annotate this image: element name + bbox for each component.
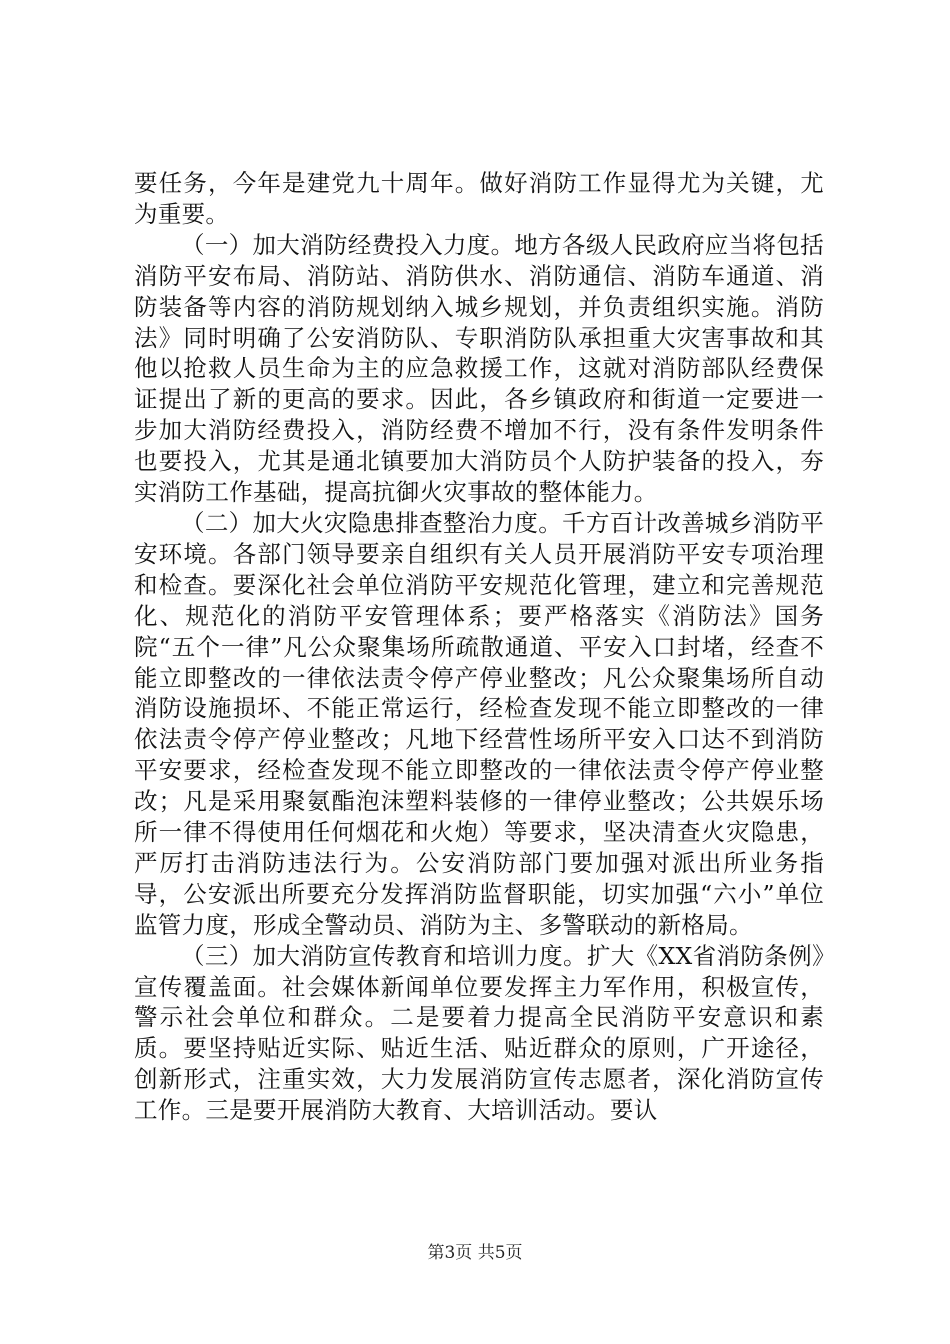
paragraph-section-3: （三）加大消防宣传教育和培训力度。扩大《XX省消防条例》宣传覆盖面。社会媒体新闻单位要发挥主力军作用，积极宣传，警示社会单位和群众。二是要着力提高全民消防平安意识和素质。要坚持贴近实际、贴近生活、贴近群众的原则，广开途径，创新形式，注重实效，大力发展消防宣传志愿者，深化消防宣传工作。三是要开展消防大教育、大培训活动。要认 (134, 941, 824, 1125)
document-body (134, 168, 824, 1126)
paragraph-section-2: （二）加大火灾隐患排查整治力度。千方百计改善城乡消防平安环境。各部门领导要亲自组织有关人员开展消防平安专项治理和检查。要深化社会单位消防平安规范化管理，建立和完善规范化、规范化的消防平安管理体系；要严格落实《消防法》国务院“五个一律”凡公众聚集场所疏散通道、平安入口封堵，经查不能立即整改的一律依法责令停产停业整改；凡公众聚集场所自动消防设施损坏、不能正常运行，经检查发现不能立即整改的一律依法责令停产停业整改；凡地下经营性场所平安入口达不到消防平安要求，经检查发现不能立即整改的一律依法责令停产停业整改；凡是采用聚氨酯泡沫塑料装修的一律停业整改；公共娱乐场所一律不得使用任何烟花和火炮）等要求，坚决清查火灾隐患，严厉打击消防违法行为。公安消防部门要加强对派出所业务指导，公安派出所要充分发挥消防监督职能，切实加强“六小”单位监管力度，形成全警动员、消防为主、多警联动的新格局。 (134, 508, 824, 939)
page-number-footer: 第3页 共5页 (427, 1243, 523, 1263)
paragraph-continuation: 要任务，今年是建党九十周年。做好消防工作显得尤为关键，尤为重要。 (134, 169, 824, 228)
paragraph-section-1: （一）加大消防经费投入力度。地方各级人民政府应当将包括消防平安布局、消防站、消防供水、消防通信、消防车通道、消防装备等内容的消防规划纳入城乡规划，并负责组织实施。消防法》同时明确了公安消防队、专职消防队承担重大灾害事故和其他以抢救人员生命为主的应急救援工作，这就对消防部队经费保证提出了新的更高的要求。因此，各乡镇政府和街道一定要进一步加大消防经费投入，消防经费不增加不行，没有条件发明条件也要投入，尤其是通北镇要加大消防员个人防护装备的投入，夯实消防工作基础，提高抗御火灾事故的整体能力。 (134, 230, 824, 507)
